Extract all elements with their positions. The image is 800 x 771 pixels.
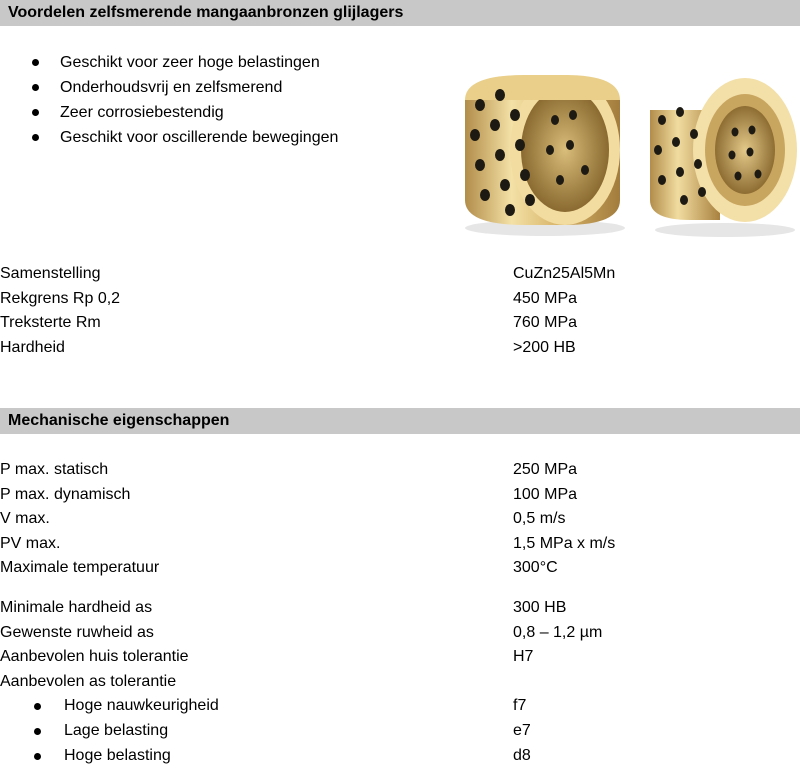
spec-label: Samenstelling (0, 265, 101, 282)
table-row (0, 262, 800, 287)
table-row (0, 336, 800, 361)
flanged-bushing-image (640, 70, 800, 240)
table-row (0, 532, 800, 557)
table-row (0, 287, 800, 312)
spec-value: e7 (513, 721, 531, 739)
spec-label: Lage belasting (64, 721, 169, 739)
spec-value: 300 HB (513, 599, 567, 616)
spec-label: Hoge nauwkeurigheid (64, 697, 219, 715)
table-row (0, 670, 800, 695)
section-header-advantages: Voordelen zelfsmerende mangaanbronzen glijlagers (0, 0, 800, 26)
spec-value: 0,8 – 1,2 µm (513, 623, 603, 641)
spec-label: V max. (0, 510, 50, 528)
spec-label: Aanbevolen as tolerantie (0, 672, 177, 690)
spec-value: H7 (513, 648, 534, 666)
list-item: Geschikt voor zeer hoge belastingen (28, 50, 338, 75)
composition-table (0, 262, 800, 360)
advantages-list (28, 50, 338, 150)
spec-label: PV max. (0, 534, 61, 552)
table-row (0, 694, 800, 719)
table-row (0, 483, 800, 508)
mechanical-limits-table (0, 458, 800, 581)
spec-value: >200 HB (513, 338, 576, 356)
list-item: Geschikt voor oscillerende bewegingen (28, 125, 338, 150)
list-item: Zeer corrosiebestendig (28, 100, 338, 125)
spec-label: Minimale hardheid as (0, 599, 153, 616)
spec-value: 450 MPa (513, 289, 578, 307)
spec-label: Maximale temperatuur (0, 559, 160, 577)
spec-value: 760 MPa (513, 314, 578, 332)
spec-value: 0,5 m/s (513, 510, 566, 528)
table-row (0, 596, 800, 621)
table-row (0, 621, 800, 646)
spec-label: Hardheid (0, 338, 65, 356)
spec-label: Aanbevolen huis tolerantie (0, 648, 189, 666)
shaft-specs-table (0, 596, 800, 768)
list-item: Onderhoudsvrij en zelfsmerend (28, 75, 338, 100)
spec-value: 1,5 MPa x m/s (513, 534, 616, 552)
spec-label: Gewenste ruwheid as (0, 623, 154, 641)
cylindrical-bushing-image (455, 60, 630, 240)
spec-value: 250 MPa (513, 461, 578, 478)
table-row (0, 507, 800, 532)
spec-value: f7 (513, 697, 527, 715)
spec-value: 300°C (513, 559, 558, 577)
spec-label: P max. dynamisch (0, 485, 131, 503)
section-header-mechanical: Mechanische eigenschappen (0, 408, 800, 434)
spec-value: 100 MPa (513, 485, 578, 503)
spec-label: P max. statisch (0, 461, 109, 478)
table-row (0, 311, 800, 336)
table-row (0, 719, 800, 744)
spec-value: CuZn25Al5Mn (513, 265, 616, 282)
spec-label: Hoge belasting (64, 746, 171, 764)
spec-label: Treksterte Rm (0, 314, 101, 332)
table-row (0, 458, 800, 483)
table-row (0, 744, 800, 769)
table-row (0, 556, 800, 581)
spec-value: d8 (513, 746, 531, 764)
table-row (0, 645, 800, 670)
spec-label: Rekgrens Rp 0,2 (0, 289, 121, 307)
